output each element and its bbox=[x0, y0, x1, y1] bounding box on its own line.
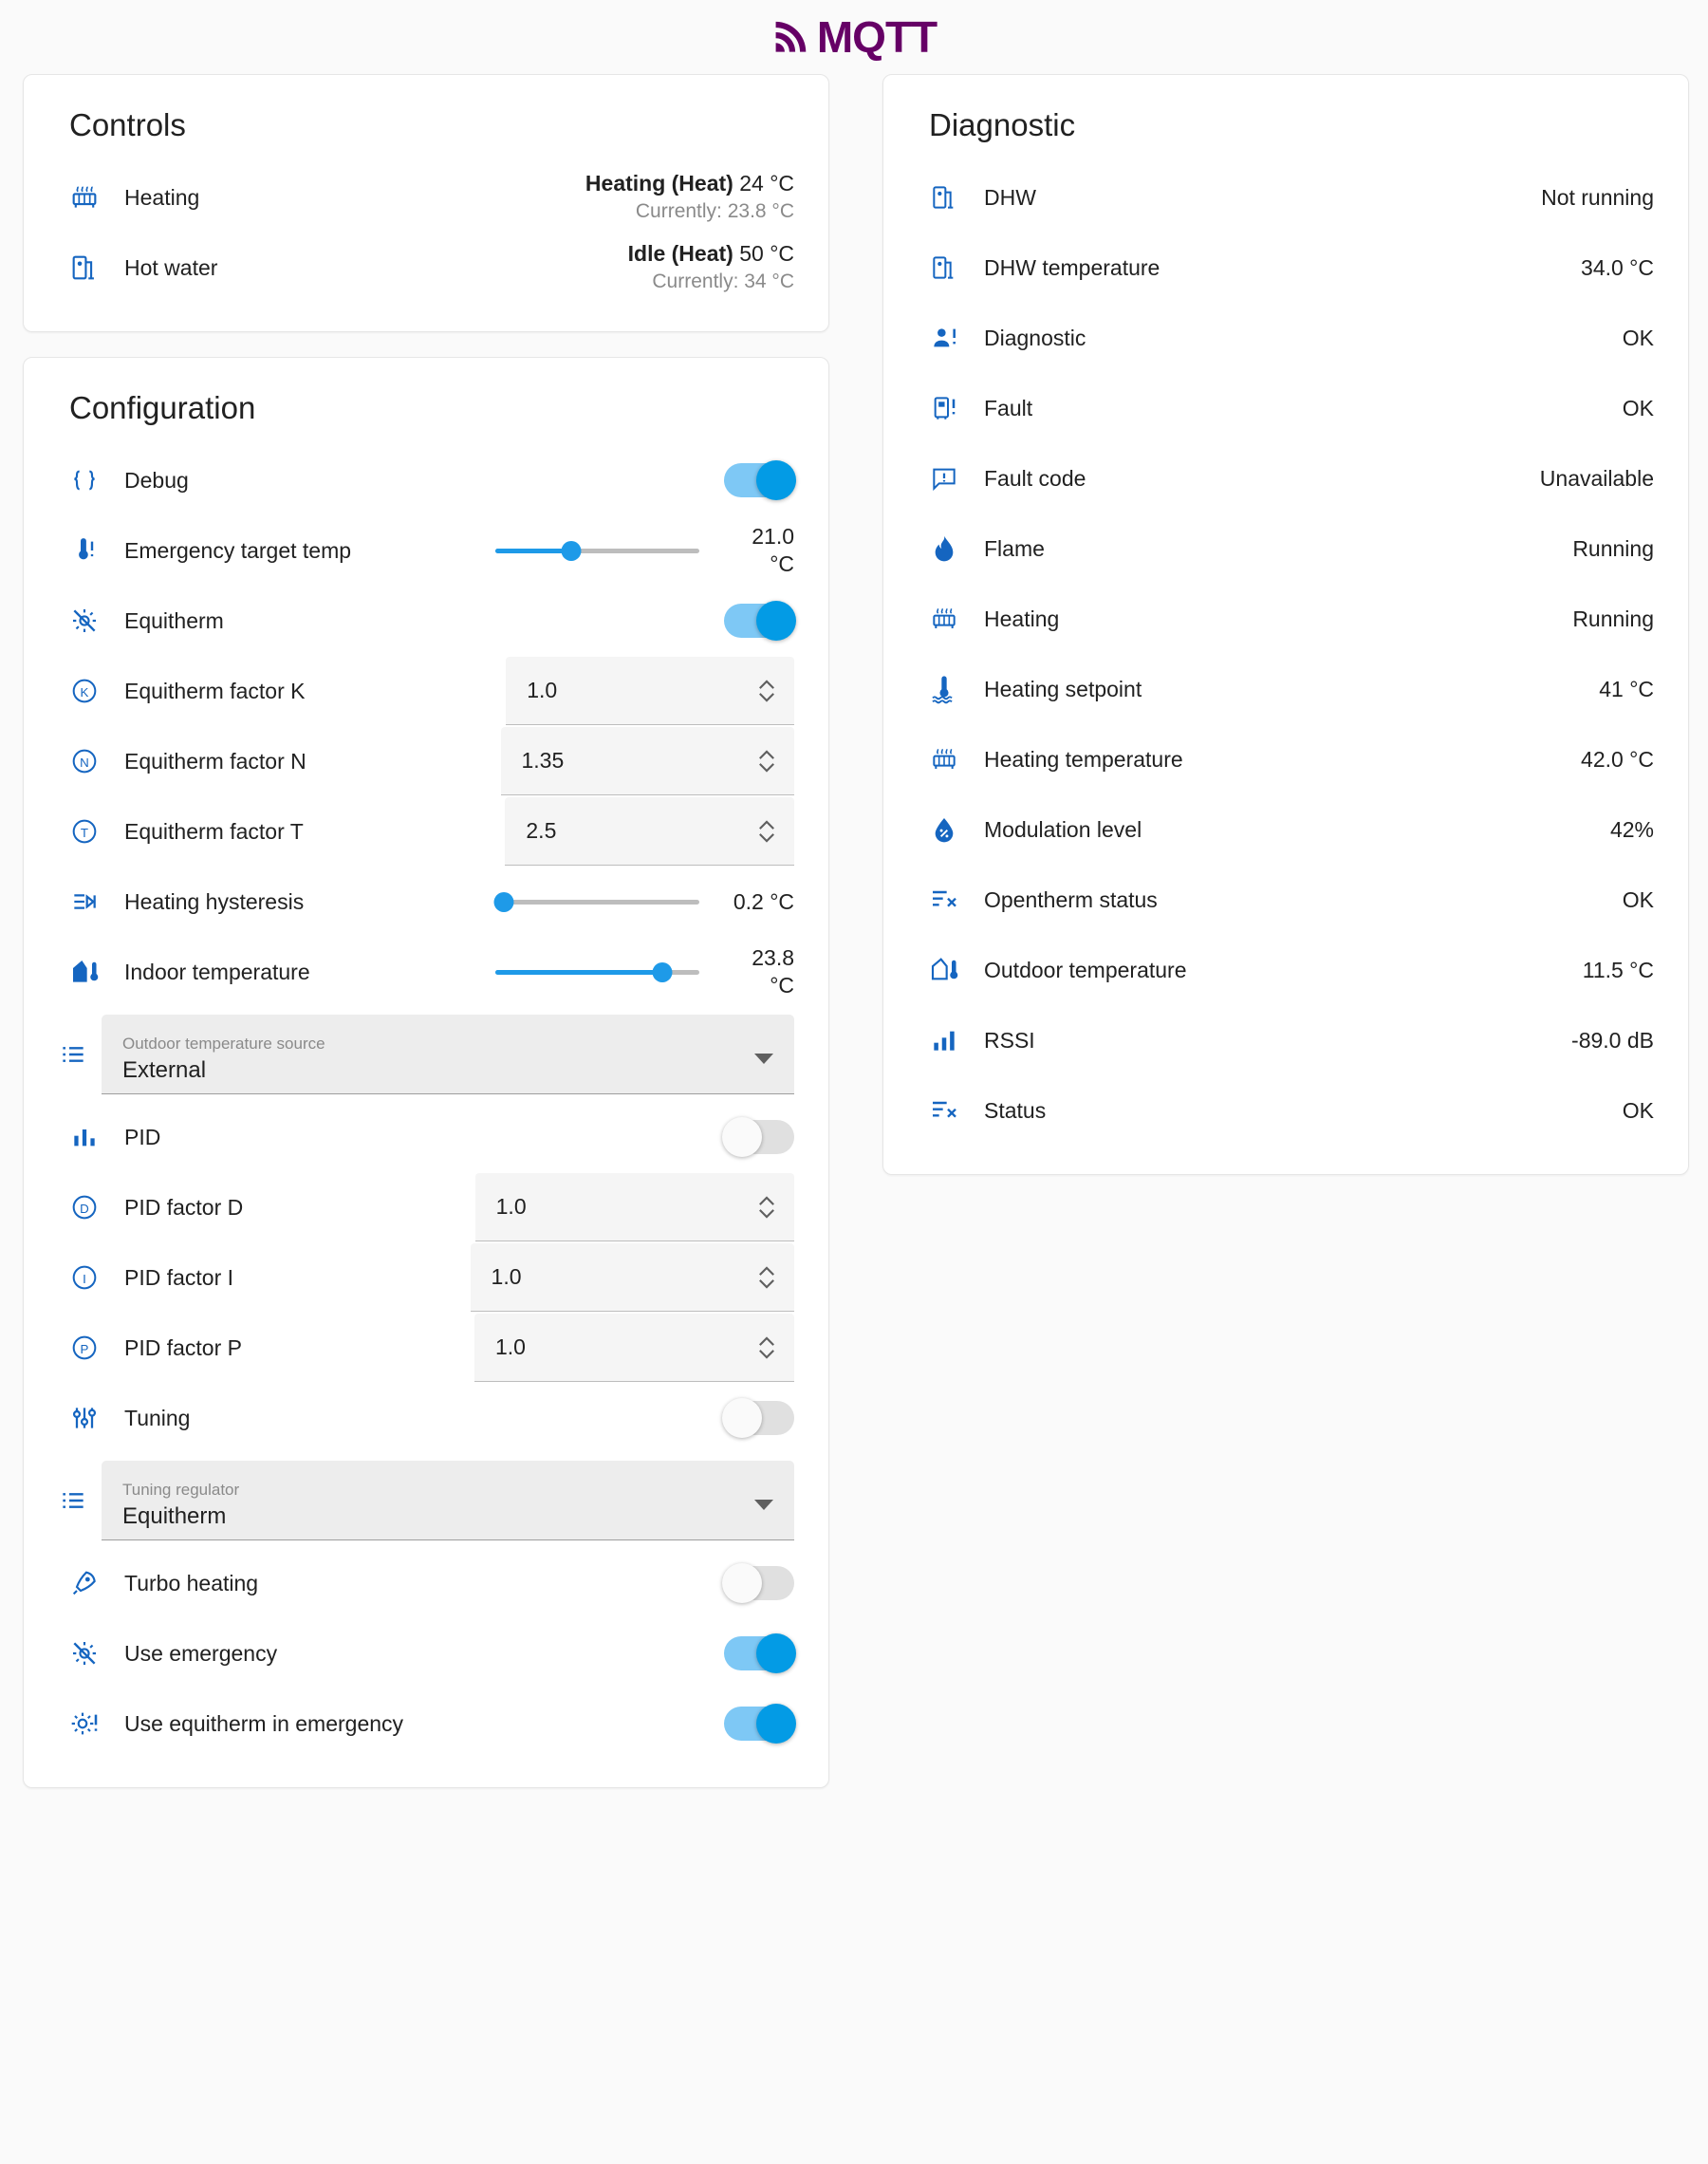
letter-d-icon bbox=[58, 1192, 111, 1222]
diagnostic-value: OK bbox=[1622, 395, 1654, 420]
weather-sun-alert-icon bbox=[58, 1708, 111, 1739]
svg-text:K: K bbox=[80, 684, 89, 700]
stepper-icon[interactable] bbox=[758, 1336, 775, 1359]
config-row-equitherm[interactable] bbox=[52, 586, 800, 656]
config-row-pid[interactable] bbox=[52, 1102, 800, 1172]
diagnostic-value: 11.5 °C bbox=[1582, 957, 1654, 982]
config-label: Emergency target temp bbox=[124, 537, 352, 563]
control-state bbox=[628, 239, 794, 295]
config-row-tuning[interactable] bbox=[52, 1383, 800, 1453]
letter-p-icon bbox=[58, 1333, 111, 1363]
config-label: Heating hysteresis bbox=[124, 888, 305, 914]
config-row-outdoor-temperature-source[interactable] bbox=[52, 1007, 800, 1102]
config-row-pid-factor-p[interactable] bbox=[52, 1313, 800, 1383]
radiator-icon bbox=[918, 604, 971, 634]
select-value: External bbox=[122, 1056, 207, 1083]
heating-hysteresis-value: 0.2 °C bbox=[733, 888, 795, 914]
select-caption: Tuning regulator bbox=[122, 1480, 240, 1499]
diagnostic-row-outdoor-temperature bbox=[912, 935, 1660, 1005]
control-current: Currently: 23.8 °C bbox=[635, 200, 794, 223]
thermometer-alert-icon bbox=[58, 535, 111, 566]
pid-factor-p-input[interactable] bbox=[474, 1314, 794, 1382]
diagnostic-row-rssi bbox=[912, 1005, 1660, 1075]
emergency-target-temp-value: 21.0 °C bbox=[752, 524, 794, 576]
diagnostic-row-heating-setpoint bbox=[912, 654, 1660, 724]
code-braces-icon bbox=[58, 465, 111, 495]
config-label: PID factor D bbox=[124, 1194, 244, 1220]
signal-icon bbox=[918, 1025, 971, 1055]
config-row-use-equitherm-in-emergency[interactable] bbox=[52, 1688, 800, 1759]
diagnostic-row-fault bbox=[912, 373, 1660, 443]
configuration-title: Configuration bbox=[69, 390, 256, 425]
diagnostic-value: Unavailable bbox=[1539, 465, 1654, 491]
diagnostic-label: Heating temperature bbox=[984, 746, 1183, 772]
letter-k-icon bbox=[58, 676, 111, 706]
brand-logo bbox=[771, 11, 937, 63]
diagnostic-value: Not running bbox=[1541, 184, 1654, 210]
list-icon bbox=[58, 1039, 88, 1070]
use-equitherm-in-emergency-toggle[interactable] bbox=[724, 1707, 794, 1741]
input-value: 1.0 bbox=[495, 1194, 527, 1219]
diagnostic-label: Heating bbox=[984, 606, 1060, 631]
controls-card bbox=[23, 74, 829, 332]
svg-text:N: N bbox=[80, 755, 89, 770]
diagnostic-value: OK bbox=[1622, 1097, 1654, 1123]
water-percent-icon bbox=[918, 814, 971, 845]
input-value: 1.35 bbox=[521, 748, 565, 773]
stepper-icon[interactable] bbox=[758, 820, 775, 843]
stepper-icon[interactable] bbox=[758, 1196, 775, 1219]
svg-text:T: T bbox=[80, 825, 89, 840]
diagnostic-label: Fault bbox=[984, 395, 1033, 420]
equitherm-factor-n-input[interactable] bbox=[501, 727, 795, 795]
boiler-alert-icon bbox=[918, 393, 971, 423]
config-row-heating-hysteresis[interactable] bbox=[52, 867, 800, 937]
config-label: Use equitherm in emergency bbox=[124, 1710, 404, 1736]
diagnostic-value: Running bbox=[1572, 606, 1654, 631]
input-value: 2.5 bbox=[526, 818, 557, 843]
diagnostic-label: DHW bbox=[984, 184, 1036, 210]
diagnostic-row-dhw-temperature bbox=[912, 233, 1660, 303]
config-row-tuning-regulator[interactable] bbox=[52, 1453, 800, 1548]
svg-text:I: I bbox=[83, 1271, 86, 1286]
input-value: 1.0 bbox=[495, 1334, 526, 1359]
equitherm-toggle[interactable] bbox=[724, 604, 794, 638]
svg-text:P: P bbox=[80, 1341, 89, 1356]
stepper-icon[interactable] bbox=[758, 1266, 775, 1289]
config-label: Equitherm factor K bbox=[124, 678, 306, 703]
diagnostic-row-fault-code bbox=[912, 443, 1660, 513]
diagnostic-row-flame bbox=[912, 513, 1660, 584]
config-label: Use emergency bbox=[124, 1640, 278, 1666]
diagnostic-label: RSSI bbox=[984, 1027, 1035, 1053]
letter-i-icon bbox=[58, 1262, 111, 1293]
arrow-collapse-icon bbox=[58, 886, 111, 917]
config-label: Indoor temperature bbox=[124, 959, 310, 984]
sort-variant-remove-icon bbox=[918, 885, 971, 915]
config-row-pid-factor-i[interactable] bbox=[52, 1242, 800, 1313]
diagnostic-label: Outdoor temperature bbox=[984, 957, 1187, 982]
diagnostic-label: Flame bbox=[984, 535, 1045, 561]
control-current: Currently: 34 °C bbox=[652, 270, 794, 293]
diagnostic-label: Opentherm status bbox=[984, 886, 1158, 912]
app-header bbox=[0, 0, 1708, 74]
diagnostic-row-dhw bbox=[912, 162, 1660, 233]
brand-name: MQTT bbox=[816, 12, 938, 62]
config-row-use-emergency[interactable] bbox=[52, 1618, 800, 1688]
config-label: Turbo heating bbox=[124, 1570, 259, 1595]
chevron-down-icon[interactable] bbox=[754, 1500, 773, 1510]
config-row-equitherm-factor-n[interactable] bbox=[52, 726, 800, 796]
control-label: Heating bbox=[124, 184, 200, 210]
radiator-icon bbox=[58, 181, 111, 214]
pid-toggle[interactable] bbox=[724, 1120, 794, 1154]
config-label: Tuning bbox=[124, 1405, 191, 1430]
weather-sun-off-icon bbox=[58, 1638, 111, 1669]
diagnostic-row-opentherm-status bbox=[912, 865, 1660, 935]
emergency-target-temp-slider[interactable] bbox=[495, 549, 699, 553]
letter-n-icon bbox=[58, 746, 111, 776]
turbo-heating-toggle[interactable] bbox=[724, 1566, 794, 1600]
diagnostic-row-diagnostic bbox=[912, 303, 1660, 373]
diagnostic-label: Fault code bbox=[984, 465, 1086, 491]
radiator-icon bbox=[918, 744, 971, 774]
diagnostic-value: 34.0 °C bbox=[1581, 254, 1654, 280]
select-value: Equitherm bbox=[122, 1502, 227, 1529]
home-thermometer-outline-icon bbox=[918, 955, 971, 985]
config-label: Debug bbox=[124, 467, 189, 493]
diagnostic-value: 42.0 °C bbox=[1581, 746, 1654, 772]
equitherm-factor-k-input[interactable] bbox=[506, 657, 794, 725]
debug-toggle[interactable] bbox=[724, 463, 794, 497]
home-thermometer-icon bbox=[58, 957, 111, 987]
config-label: PID factor I bbox=[124, 1264, 234, 1290]
control-state-text: Heating (Heat) bbox=[585, 171, 733, 196]
water-heater-icon bbox=[918, 252, 971, 283]
config-row-emergency-target-temp[interactable] bbox=[52, 515, 800, 586]
chevron-down-icon[interactable] bbox=[754, 1054, 773, 1064]
diagnostic-label: Modulation level bbox=[984, 816, 1142, 842]
diagnostic-label: Status bbox=[984, 1097, 1047, 1123]
diagnostic-row-status bbox=[912, 1075, 1660, 1146]
diagnostic-value: OK bbox=[1622, 886, 1654, 912]
diagnostic-value: 42% bbox=[1609, 816, 1654, 842]
rocket-icon bbox=[58, 1568, 111, 1598]
config-row-pid-factor-d[interactable] bbox=[52, 1172, 800, 1242]
pid-factor-i-input[interactable] bbox=[471, 1243, 794, 1312]
configuration-card bbox=[23, 357, 829, 1788]
diagnostic-label: Heating setpoint bbox=[984, 676, 1142, 701]
list-icon bbox=[58, 1485, 88, 1516]
chart-bar-icon bbox=[58, 1122, 111, 1152]
svg-text:D: D bbox=[80, 1201, 89, 1216]
stepper-icon[interactable] bbox=[758, 680, 775, 702]
fire-icon bbox=[918, 533, 971, 564]
diagnostic-title: Diagnostic bbox=[929, 107, 1076, 142]
config-label: PID bbox=[124, 1124, 161, 1149]
use-emergency-toggle[interactable] bbox=[724, 1636, 794, 1670]
config-row-equitherm-factor-k[interactable] bbox=[52, 656, 800, 726]
control-state-text: Idle (Heat) bbox=[627, 241, 733, 267]
config-row-debug[interactable] bbox=[52, 445, 800, 515]
config-label: Equitherm factor T bbox=[124, 818, 304, 844]
diagnostic-value: Running bbox=[1572, 535, 1654, 561]
equitherm-factor-t-input[interactable] bbox=[505, 797, 794, 866]
mqtt-logo-icon bbox=[771, 16, 813, 58]
controls-title: Controls bbox=[69, 107, 186, 142]
config-label: Equitherm factor N bbox=[124, 748, 306, 774]
indoor-temperature-value: 23.8 °C bbox=[752, 945, 794, 998]
diagnostic-value: -89.0 dB bbox=[1571, 1027, 1654, 1053]
diagnostic-value: OK bbox=[1622, 325, 1654, 350]
weather-sun-off-icon bbox=[58, 606, 111, 636]
config-row-equitherm-factor-t[interactable] bbox=[52, 796, 800, 867]
diagnostic-row-heating-temperature bbox=[912, 724, 1660, 794]
config-row-indoor-temperature[interactable] bbox=[52, 937, 800, 1007]
control-setpoint: 24 °C bbox=[739, 171, 794, 196]
control-state bbox=[585, 169, 794, 225]
diagnostic-row-heating bbox=[912, 584, 1660, 654]
diagnostic-label: Diagnostic bbox=[984, 325, 1086, 350]
tuning-toggle[interactable] bbox=[724, 1401, 794, 1435]
account-alert-icon bbox=[918, 323, 971, 353]
outdoor-temperature-source-select[interactable] bbox=[102, 1015, 794, 1094]
coolant-temperature-icon bbox=[918, 674, 971, 704]
indoor-temperature-slider[interactable] bbox=[495, 970, 699, 975]
diagnostic-value: 41 °C bbox=[1599, 676, 1654, 701]
water-heater-icon bbox=[918, 182, 971, 213]
control-row-hot-water[interactable] bbox=[52, 233, 800, 303]
config-label: Equitherm bbox=[124, 607, 224, 633]
input-value: 1.0 bbox=[491, 1264, 522, 1289]
config-label: PID factor P bbox=[124, 1334, 242, 1360]
diagnostic-row-modulation-level bbox=[912, 794, 1660, 865]
water-heater-icon bbox=[58, 252, 111, 284]
control-setpoint: 50 °C bbox=[739, 241, 794, 267]
stepper-icon[interactable] bbox=[758, 750, 775, 773]
heating-hysteresis-slider[interactable] bbox=[495, 900, 699, 905]
control-row-heating[interactable] bbox=[52, 162, 800, 233]
message-alert-icon bbox=[918, 463, 971, 494]
select-caption: Outdoor temperature source bbox=[122, 1034, 325, 1053]
letter-t-icon bbox=[58, 816, 111, 847]
input-value: 1.0 bbox=[527, 678, 558, 702]
sort-variant-remove-icon bbox=[918, 1095, 971, 1126]
pid-factor-d-input[interactable] bbox=[475, 1173, 794, 1241]
config-row-turbo-heating[interactable] bbox=[52, 1548, 800, 1618]
tuning-regulator-select[interactable] bbox=[102, 1461, 794, 1540]
tune-icon bbox=[58, 1403, 111, 1433]
diagnostic-card bbox=[882, 74, 1689, 1175]
control-label: Hot water bbox=[124, 254, 218, 280]
diagnostic-label: DHW temperature bbox=[984, 254, 1160, 280]
